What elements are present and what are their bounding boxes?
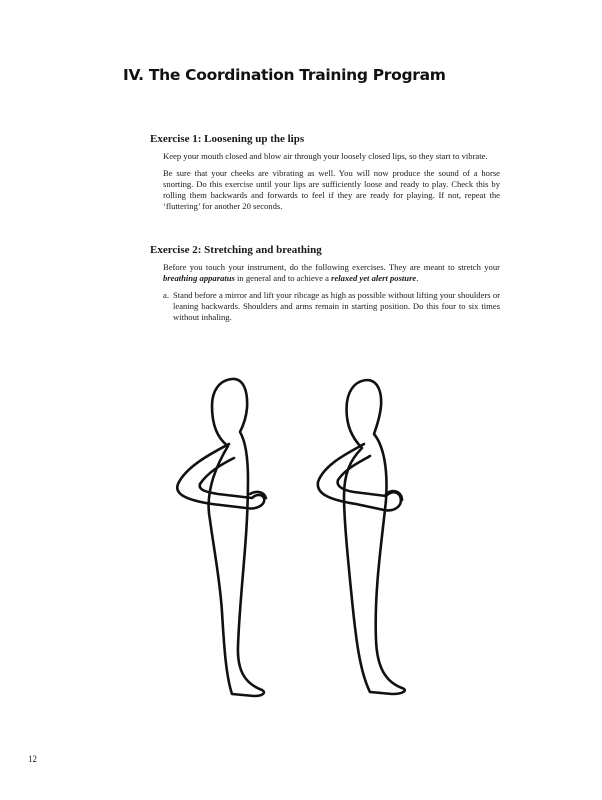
intro-text-b: in general and to achieve a <box>234 273 332 283</box>
emphasis-relaxed-posture: relaxed yet alert posture <box>331 273 417 283</box>
intro-text-a: Before you touch your instrument, do the following exercises. They are meant to stretch your <box>163 262 500 272</box>
step-a-text: Stand before a mirror and lift your ribcage as high as possible without lifting your shoulders or leaning backwards. Shoulders and arms remain in starting position. Do this four to six times without inhaling. <box>173 290 500 322</box>
exercise-2-heading: Exercise 2: Stretching and breathing <box>150 244 322 256</box>
exercise-1-heading: Exercise 1: Loosening up the lips <box>150 133 305 145</box>
page-number: 12 <box>28 754 37 764</box>
intro-text-c: . <box>416 273 419 283</box>
figure-right <box>318 380 405 694</box>
step-a-marker: a. <box>163 290 169 300</box>
emphasis-breathing-apparatus: breathing apparatus <box>163 273 235 283</box>
exercise-1-paragraph-2: Be sure that your cheeks are vibrating as well. You will now produce the sound of a horse snorting. Do this exercise until your lips are sufficiently loose and ready to play. Check this by rolling them backwards and forwards to feel if they are ready for playing. If not, repeat the ‘fluttering’ for another 20 seconds. <box>163 168 500 211</box>
exercise-1-paragraph-1: Keep your mouth closed and blow air through your loosely closed lips, so they start to vibrate. <box>163 151 488 161</box>
chapter-title: IV. The Coordination Training Program <box>123 66 446 84</box>
figure-left <box>177 379 266 696</box>
